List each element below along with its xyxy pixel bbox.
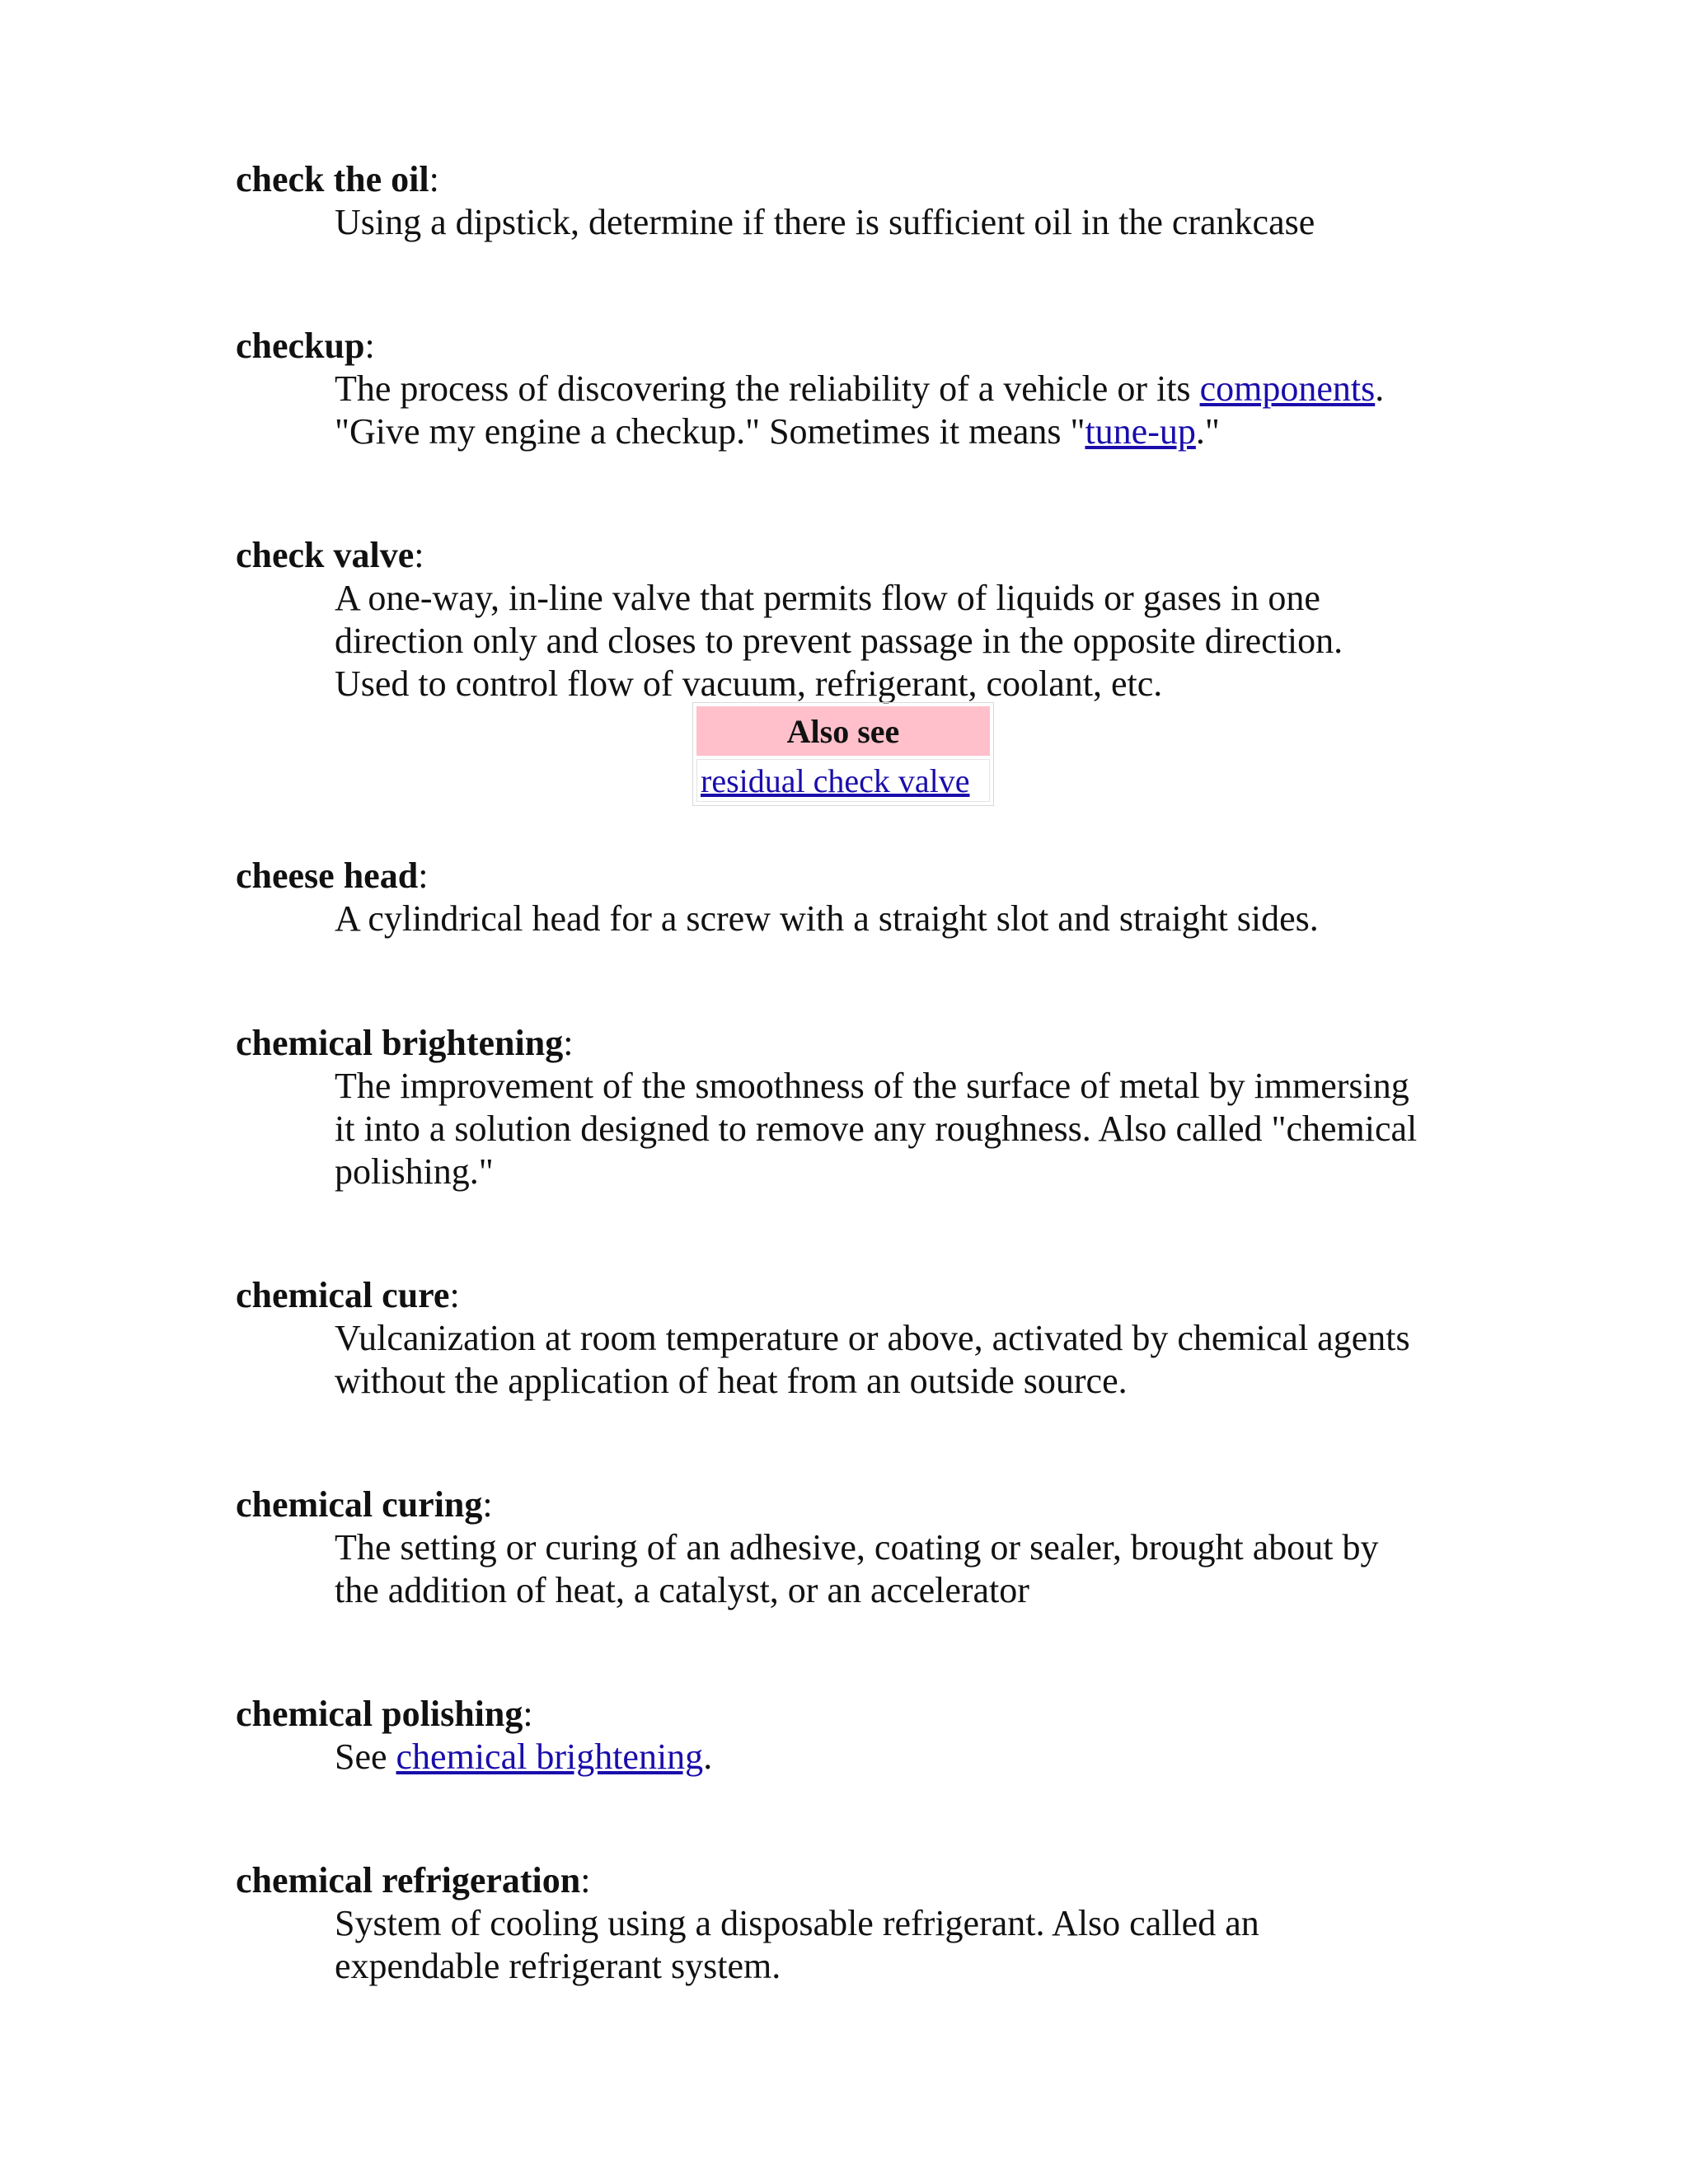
term-colon: : <box>580 1860 591 1900</box>
definition-line: The improvement of the smoothness of the surface of metal by immersing <box>335 1066 1409 1106</box>
term-colon: : <box>449 1275 460 1315</box>
term-line <box>236 1274 1472 1317</box>
also-see-table <box>692 702 994 806</box>
definition <box>335 1065 1447 1193</box>
definition-line: Vulcanization at room temperature or above, activated by chemical agents <box>335 1318 1410 1358</box>
definition-text: . <box>1375 368 1385 409</box>
glossary-entry <box>236 534 1472 705</box>
term-colon: : <box>523 1694 533 1734</box>
definition <box>335 577 1447 705</box>
term: check valve <box>236 535 415 575</box>
term: chemical refrigeration <box>236 1860 581 1900</box>
definition-text: See <box>335 1736 396 1777</box>
definition-line: Used to control flow of vacuum, refrigerant, coolant, etc. <box>335 663 1163 704</box>
glossary-entry <box>236 1274 1472 1403</box>
term-line <box>236 325 1472 368</box>
definition-line: A cylindrical head for a screw with a straight slot and straight sides. <box>335 898 1319 939</box>
definition-line <box>335 410 1447 453</box>
term: check the oil <box>236 159 429 199</box>
term-line <box>236 1693 1472 1736</box>
definition-line: Using a dipstick, determine if there is sufficient oil in the crankcase <box>335 202 1315 242</box>
definition-text: "Give my engine a checkup." Sometimes it means " <box>335 411 1085 452</box>
definition <box>335 1902 1447 1988</box>
definition-text: The process of discovering the reliability of a vehicle or its <box>335 368 1200 409</box>
definition-line: The setting or curing of an adhesive, coating or sealer, brought about by <box>335 1527 1379 1568</box>
term: chemical polishing <box>236 1694 523 1734</box>
glossary-entry <box>236 1483 1472 1612</box>
term-colon: : <box>429 159 439 199</box>
also-see-row <box>696 759 990 802</box>
glossary-entry <box>236 1859 1472 1988</box>
definition-line: expendable refrigerant system. <box>335 1946 781 1986</box>
definition-line: it into a solution designed to remove any roughness. Also called "chemical <box>335 1108 1418 1149</box>
definition-text: ." <box>1195 411 1220 452</box>
definition-line: System of cooling using a disposable refrigerant. Also called an <box>335 1903 1259 1943</box>
definition-line <box>335 1736 1447 1779</box>
term-line <box>236 1022 1472 1065</box>
also-see-header: Also see <box>696 706 990 756</box>
term-colon: : <box>482 1484 493 1525</box>
definition <box>335 1317 1447 1403</box>
glossary-entry <box>236 325 1472 453</box>
definition-line <box>335 368 1447 410</box>
term-colon: : <box>364 326 375 366</box>
definition-line: without the application of heat from an outside source. <box>335 1361 1128 1401</box>
term: chemical brightening <box>236 1023 564 1063</box>
glossary-entry <box>236 855 1472 940</box>
link-chemical-brightening[interactable]: chemical brightening <box>396 1736 704 1777</box>
definition <box>335 201 1447 244</box>
term-line <box>236 1859 1472 1902</box>
definition-line: A one-way, in-line valve that permits flow of liquids or gases in one <box>335 578 1320 618</box>
term: cheese head <box>236 855 419 896</box>
term: chemical cure <box>236 1275 450 1315</box>
definition <box>335 368 1447 453</box>
term: checkup <box>236 326 365 366</box>
term-line <box>236 855 1472 898</box>
definition <box>335 1526 1447 1612</box>
glossary-entry <box>236 1693 1472 1779</box>
term-line <box>236 534 1472 577</box>
definition <box>335 898 1447 940</box>
definition-text: . <box>703 1736 713 1777</box>
term-colon: : <box>414 535 424 575</box>
glossary-entry <box>236 1022 1472 1193</box>
link-tune-up[interactable]: tune-up <box>1085 411 1196 452</box>
definition-line: polishing." <box>335 1151 494 1192</box>
also-see-header-row <box>696 706 990 756</box>
link-residual-check-valve[interactable]: residual check valve <box>701 762 970 799</box>
term-line <box>236 158 1472 201</box>
definition-line: direction only and closes to prevent passage in the opposite direction. <box>335 621 1343 661</box>
definition-line: the addition of heat, a catalyst, or an accelerator <box>335 1570 1029 1610</box>
term-colon: : <box>418 855 429 896</box>
term: chemical curing <box>236 1484 483 1525</box>
also-see-cell <box>696 759 990 802</box>
term-line <box>236 1483 1472 1526</box>
term-colon: : <box>563 1023 574 1063</box>
glossary-entry <box>236 158 1472 244</box>
definition <box>335 1736 1447 1779</box>
link-components[interactable]: components <box>1199 368 1376 409</box>
